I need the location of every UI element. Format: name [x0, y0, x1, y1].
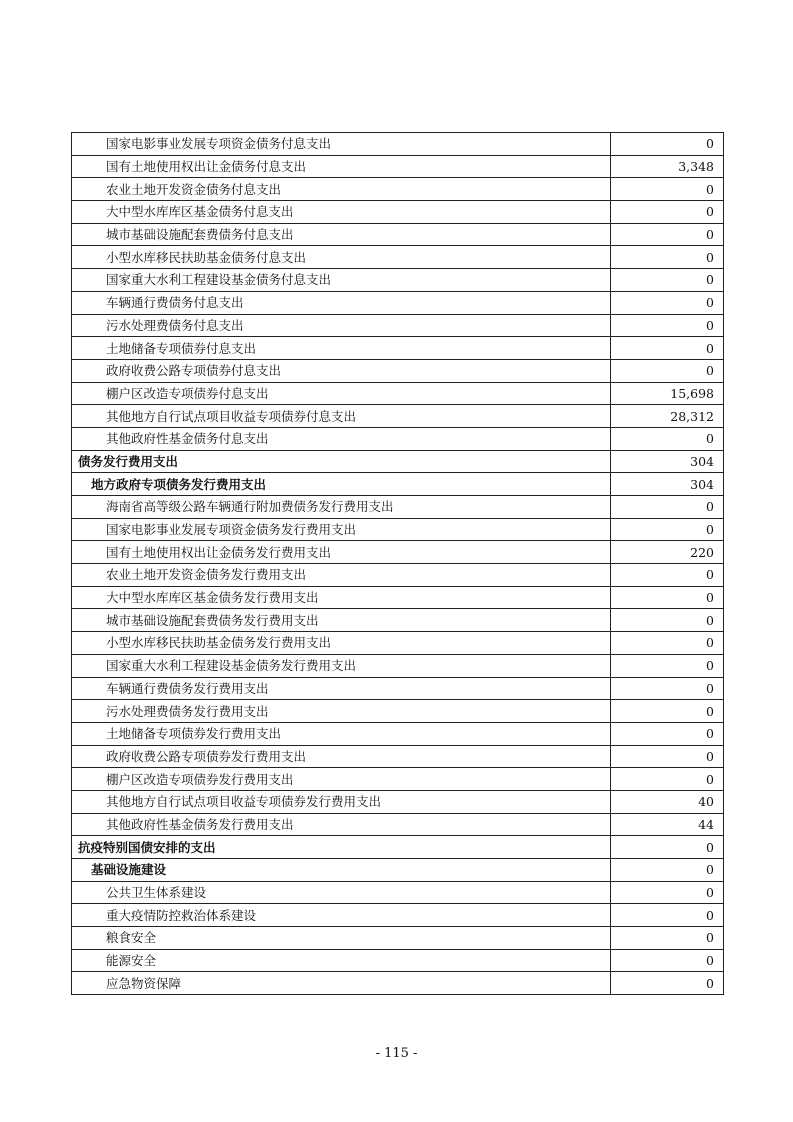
table-row — [72, 133, 724, 156]
row-item-amount: 0 — [611, 927, 724, 950]
row-item-name: 大中型水库库区基金债务发行费用支出 — [72, 586, 611, 609]
row-item-name: 城市基础设施配套费债务发行费用支出 — [72, 609, 611, 632]
row-item-name: 能源安全 — [72, 949, 611, 972]
table-row — [72, 677, 724, 700]
row-item-name: 债务发行费用支出 — [72, 450, 611, 473]
table-row — [72, 337, 724, 360]
table-body — [72, 133, 724, 995]
table-row — [72, 632, 724, 655]
row-item-amount: 0 — [611, 745, 724, 768]
table-row — [72, 541, 724, 564]
row-item-name: 国家重大水利工程建设基金债务发行费用支出 — [72, 654, 611, 677]
row-item-amount: 0 — [611, 904, 724, 927]
row-item-amount: 0 — [611, 654, 724, 677]
row-item-amount: 44 — [611, 813, 724, 836]
row-item-amount: 0 — [611, 632, 724, 655]
row-item-amount: 40 — [611, 790, 724, 813]
table-row — [72, 972, 724, 995]
table-row — [72, 155, 724, 178]
row-item-amount: 0 — [611, 609, 724, 632]
row-item-amount: 0 — [611, 133, 724, 156]
row-item-name: 国有土地使用权出让金债务付息支出 — [72, 155, 611, 178]
row-item-name: 其他地方自行试点项目收益专项债券发行费用支出 — [72, 790, 611, 813]
row-item-name: 国家重大水利工程建设基金债务付息支出 — [72, 269, 611, 292]
table-row — [72, 768, 724, 791]
table-row — [72, 359, 724, 382]
table-row — [72, 201, 724, 224]
table-row — [72, 859, 724, 882]
row-item-amount: 0 — [611, 269, 724, 292]
table-row — [72, 836, 724, 859]
row-item-name: 农业土地开发资金债务付息支出 — [72, 178, 611, 201]
row-item-amount: 0 — [611, 677, 724, 700]
row-item-amount: 0 — [611, 972, 724, 995]
row-item-name: 国家电影事业发展专项资金债务发行费用支出 — [72, 518, 611, 541]
row-item-amount: 0 — [611, 314, 724, 337]
table-row — [72, 700, 724, 723]
row-item-name: 其他政府性基金债务发行费用支出 — [72, 813, 611, 836]
row-item-name: 小型水库移民扶助基金债务发行费用支出 — [72, 632, 611, 655]
row-item-amount: 15,698 — [611, 382, 724, 405]
table-row — [72, 586, 724, 609]
row-item-name: 小型水库移民扶助基金债务付息支出 — [72, 246, 611, 269]
row-item-amount: 3,348 — [611, 155, 724, 178]
row-item-amount: 220 — [611, 541, 724, 564]
row-item-name: 抗疫特别国债安排的支出 — [72, 836, 611, 859]
table-row — [72, 178, 724, 201]
row-item-name: 土地储备专项债券发行费用支出 — [72, 722, 611, 745]
row-item-amount: 28,312 — [611, 405, 724, 428]
table-row — [72, 246, 724, 269]
row-item-amount: 0 — [611, 291, 724, 314]
row-item-amount: 0 — [611, 246, 724, 269]
table-row — [72, 450, 724, 473]
row-item-name: 车辆通行费债务付息支出 — [72, 291, 611, 314]
row-item-amount: 0 — [611, 201, 724, 224]
page-number: - 115 - — [375, 1046, 418, 1061]
table-row — [72, 927, 724, 950]
row-item-amount: 0 — [611, 722, 724, 745]
row-item-name: 粮食安全 — [72, 927, 611, 950]
row-item-name: 重大疫情防控救治体系建设 — [72, 904, 611, 927]
row-item-name: 基础设施建设 — [72, 859, 611, 882]
row-item-amount: 0 — [611, 337, 724, 360]
row-item-amount: 0 — [611, 768, 724, 791]
row-item-name: 农业土地开发资金债务发行费用支出 — [72, 564, 611, 587]
row-item-amount: 0 — [611, 859, 724, 882]
table-row — [72, 745, 724, 768]
table-row — [72, 269, 724, 292]
row-item-amount: 0 — [611, 949, 724, 972]
row-item-amount: 0 — [611, 427, 724, 450]
row-item-name: 地方政府专项债务发行费用支出 — [72, 473, 611, 496]
row-item-amount: 0 — [611, 700, 724, 723]
row-item-amount: 304 — [611, 473, 724, 496]
table-row — [72, 405, 724, 428]
table-row — [72, 564, 724, 587]
table-row — [72, 609, 724, 632]
row-item-amount: 0 — [611, 564, 724, 587]
row-item-amount: 0 — [611, 518, 724, 541]
table-row — [72, 382, 724, 405]
row-item-name: 污水处理费债务发行费用支出 — [72, 700, 611, 723]
row-item-name: 土地储备专项债券付息支出 — [72, 337, 611, 360]
row-item-name: 棚户区改造专项债券发行费用支出 — [72, 768, 611, 791]
row-item-amount: 0 — [611, 178, 724, 201]
table-row — [72, 881, 724, 904]
row-item-amount: 0 — [611, 359, 724, 382]
row-item-name: 应急物资保障 — [72, 972, 611, 995]
table-row — [72, 722, 724, 745]
table-row — [72, 518, 724, 541]
row-item-name: 国家电影事业发展专项资金债务付息支出 — [72, 133, 611, 156]
budget-expenditure-table — [71, 132, 724, 995]
row-item-amount: 0 — [611, 223, 724, 246]
table-row — [72, 790, 724, 813]
row-item-name: 国有土地使用权出让金债务发行费用支出 — [72, 541, 611, 564]
row-item-amount: 0 — [611, 836, 724, 859]
row-item-name: 车辆通行费债务发行费用支出 — [72, 677, 611, 700]
table-row — [72, 473, 724, 496]
table-row — [72, 427, 724, 450]
table-row — [72, 223, 724, 246]
table-row — [72, 904, 724, 927]
row-item-name: 政府收费公路专项债券发行费用支出 — [72, 745, 611, 768]
table-row — [72, 813, 724, 836]
row-item-name: 大中型水库库区基金债务付息支出 — [72, 201, 611, 224]
row-item-name: 海南省高等级公路车辆通行附加费债务发行费用支出 — [72, 496, 611, 519]
row-item-name: 城市基础设施配套费债务付息支出 — [72, 223, 611, 246]
row-item-name: 棚户区改造专项债券付息支出 — [72, 382, 611, 405]
row-item-name: 其他政府性基金债务付息支出 — [72, 427, 611, 450]
table-row — [72, 496, 724, 519]
table-row — [72, 654, 724, 677]
table-row — [72, 291, 724, 314]
row-item-name: 政府收费公路专项债券付息支出 — [72, 359, 611, 382]
table-row — [72, 314, 724, 337]
row-item-amount: 304 — [611, 450, 724, 473]
row-item-amount: 0 — [611, 881, 724, 904]
row-item-name: 公共卫生体系建设 — [72, 881, 611, 904]
row-item-name: 其他地方自行试点项目收益专项债券付息支出 — [72, 405, 611, 428]
table-row — [72, 949, 724, 972]
row-item-amount: 0 — [611, 586, 724, 609]
row-item-name: 污水处理费债务付息支出 — [72, 314, 611, 337]
row-item-amount: 0 — [611, 496, 724, 519]
